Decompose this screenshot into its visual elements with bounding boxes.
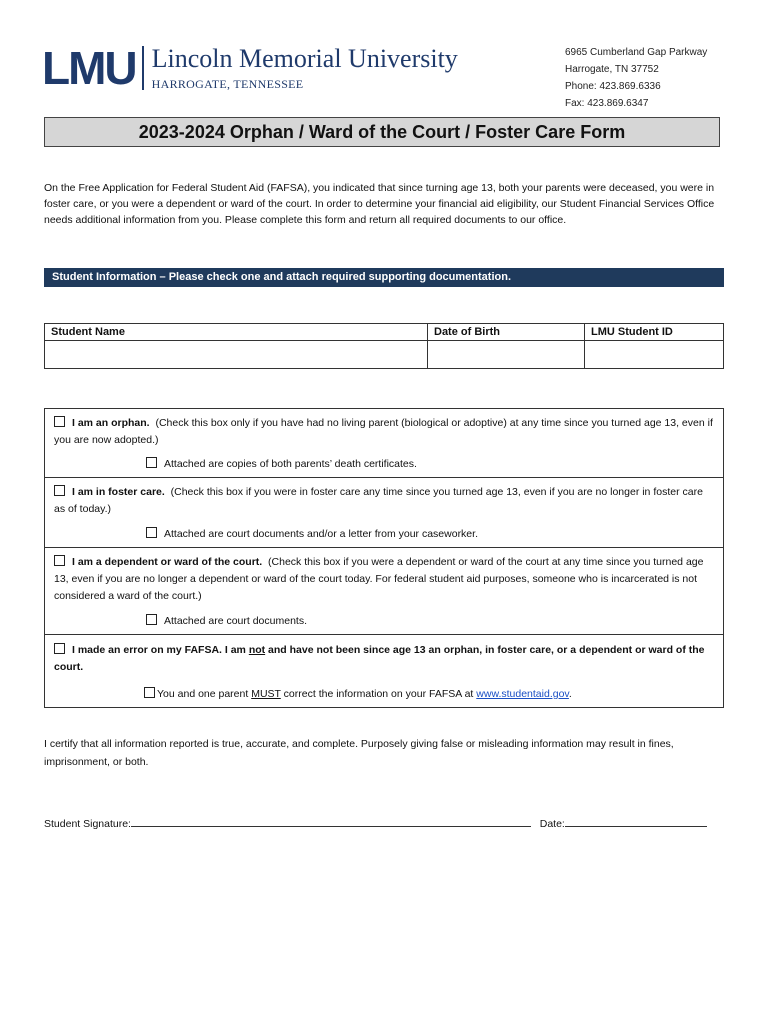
orphan-attach-text: Attached are copies of both parents’ death certificates.	[164, 458, 417, 470]
logo-location: HARROGATE, TENNESSEE	[151, 77, 304, 91]
student-signature-label: Student Signature:	[44, 818, 131, 830]
foster-desc: (Check this box if you were in foster care any time since you turned age 13, even if you are no longer in foster care as of today.)	[54, 486, 703, 515]
date-of-birth-field[interactable]	[428, 341, 585, 369]
lmu-logo	[42, 44, 458, 92]
logo-divider	[142, 46, 144, 90]
foster-label: I am in foster care.	[72, 486, 165, 498]
logo-mark: LMU	[42, 42, 136, 94]
option-ward-of-court	[45, 548, 723, 635]
fax: Fax: 423.869.6347	[565, 98, 649, 109]
foster-attach-text: Attached are court documents and/or a letter from your caseworker.	[164, 528, 478, 540]
error-checkbox[interactable]	[54, 643, 65, 654]
section-header: Student Information – Please check one and attach required supporting documentation.	[44, 268, 724, 287]
student-signature-line[interactable]	[131, 816, 531, 827]
address-block	[565, 44, 707, 112]
orphan-attach-checkbox[interactable]	[146, 457, 157, 468]
option-foster-care	[45, 478, 723, 548]
orphan-checkbox[interactable]	[54, 416, 65, 427]
error-attach-pre: You and one parent	[157, 688, 252, 700]
error-attach-must: MUST	[251, 688, 281, 700]
col-student-name: Student Name	[45, 324, 428, 341]
address-line1: 6965 Cumberland Gap Parkway	[565, 47, 708, 58]
ward-desc: (Check this box if you were a dependent or ward of the court at any time since you turned age 13, even if you are no longer a dependent or ward of the court today. For federal student aid purposes, someone who is incarcerated is not considered a ward of the court.)	[54, 556, 704, 602]
studentaid-link[interactable]: www.studentaid.gov	[476, 688, 569, 700]
intro-paragraph: On the Free Application for Federal Student Aid (FAFSA), you indicated that since turning age 13, both your parents were deceased, you were in foster care, or you were a dependent or ward of the court. In order to determine your financial aid eligibility, our Student Financial Services Office needs additional information from you. Please complete this form and return all required documents to our office.	[44, 182, 715, 226]
error-label-pre: I made an error on my FAFSA. I am	[72, 644, 249, 656]
address-line2: Harrogate, TN 37752	[565, 64, 659, 75]
form-title: 2023-2024 Orphan / Ward of the Court / Foster Care Form	[44, 117, 720, 147]
ward-attach-text: Attached are court documents.	[164, 615, 307, 627]
col-date-of-birth: Date of Birth	[428, 324, 585, 341]
error-label-not: not	[248, 644, 266, 656]
date-line[interactable]	[565, 816, 707, 827]
orphan-desc: (Check this box only if you have had no living parent (biological or adoptive) at any time since you turned age 13, even if you are now adopted.)	[54, 417, 713, 446]
foster-attach-checkbox[interactable]	[146, 527, 157, 538]
col-student-id: LMU Student ID	[585, 324, 724, 341]
date-label: Date:	[539, 818, 565, 830]
error-attach-mid: correct the information on your FAFSA at	[280, 688, 477, 700]
ward-label: I am a dependent or ward of the court.	[72, 556, 263, 568]
orphan-label: I am an orphan.	[72, 417, 150, 429]
certification-statement: I certify that all information reported is true, accurate, and complete. Purposely giving false or misleading information may result in fines, imprisonment, or both.	[44, 738, 674, 768]
student-info-table	[44, 323, 724, 369]
logo-text	[152, 46, 458, 90]
status-options	[44, 408, 724, 708]
ward-attach-checkbox[interactable]	[146, 614, 157, 625]
logo-name: Lincoln Memorial University	[151, 44, 458, 73]
ward-checkbox[interactable]	[54, 555, 65, 566]
signature-row	[44, 816, 707, 830]
option-fafsa-error	[45, 635, 723, 707]
foster-checkbox[interactable]	[54, 485, 65, 496]
phone: Phone: 423.869.6336	[565, 81, 661, 92]
student-name-field[interactable]	[45, 341, 428, 369]
error-attach-end: .	[568, 688, 572, 700]
student-id-field[interactable]	[585, 341, 724, 369]
error-label-post: and have not been since age 13 an orphan, in foster care, or a dependent or ward of the court.	[54, 644, 705, 673]
error-attach-checkbox[interactable]	[144, 687, 155, 698]
option-orphan	[45, 409, 723, 478]
